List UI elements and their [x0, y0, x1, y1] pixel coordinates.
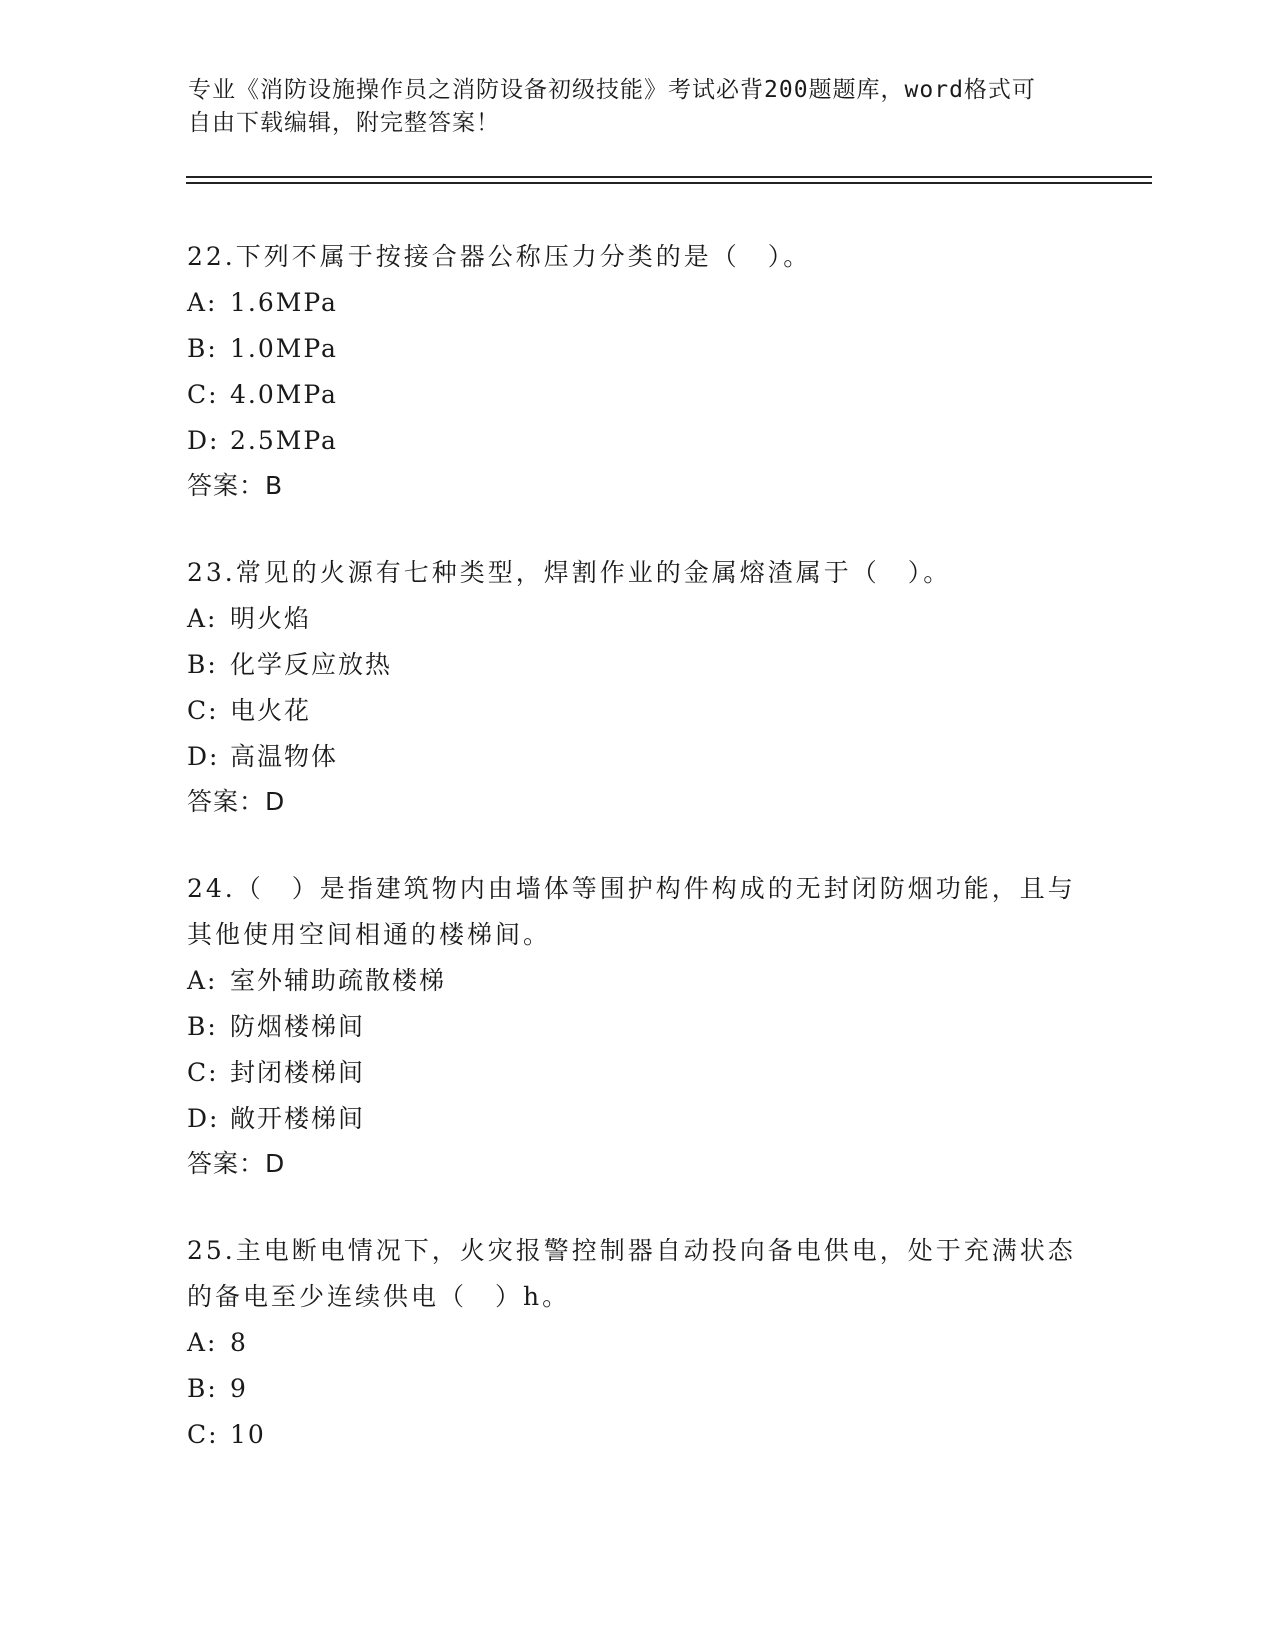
- option-key: B:: [187, 334, 218, 363]
- option-text: 10: [230, 1420, 266, 1449]
- option-c: [187, 1412, 1087, 1458]
- option-a: [187, 1320, 1087, 1366]
- option-key: D:: [187, 742, 220, 771]
- option-key: D:: [187, 426, 220, 455]
- header-divider-bottom: [186, 182, 1152, 184]
- document-header: [188, 74, 1068, 140]
- option-c: [187, 372, 1087, 418]
- option-c: [187, 1050, 1087, 1096]
- answer-line: 答案：B: [187, 471, 284, 500]
- option-text: 高温物体: [230, 742, 339, 771]
- option-key: A:: [187, 604, 218, 633]
- option-key: C:: [187, 696, 219, 725]
- option-text: 9: [230, 1374, 248, 1403]
- question-list: [187, 234, 1087, 1500]
- answer-line: 答案：D: [187, 1149, 286, 1178]
- option-key: A:: [187, 1328, 218, 1357]
- option-a: [187, 280, 1087, 326]
- question-24: [187, 866, 1087, 1186]
- option-key: A:: [187, 288, 218, 317]
- option-text: 敞开楼梯间: [230, 1104, 366, 1133]
- question-22: [187, 234, 1087, 508]
- option-text: 2.5MPa: [230, 426, 338, 455]
- option-key: C:: [187, 1420, 219, 1449]
- header-divider-top: [186, 176, 1152, 178]
- option-text: 4.0MPa: [230, 380, 338, 409]
- option-key: C:: [187, 1058, 219, 1087]
- option-a: [187, 596, 1087, 642]
- option-key: A:: [187, 966, 218, 995]
- question-stem: 24.（ ）是指建筑物内由墙体等围护构件构成的无封闭防烟功能，且与其他使用空间相通的楼梯间。: [187, 874, 1076, 949]
- option-d: [187, 1096, 1087, 1142]
- option-text: 封闭楼梯间: [230, 1058, 366, 1087]
- answer-line: 答案：D: [187, 787, 286, 816]
- option-key: C:: [187, 380, 219, 409]
- option-b: [187, 1366, 1087, 1412]
- option-b: [187, 1004, 1087, 1050]
- question-25: [187, 1228, 1087, 1458]
- option-a: [187, 958, 1087, 1004]
- question-stem: 23.常见的火源有七种类型，焊割作业的金属熔渣属于（ ）。: [187, 558, 952, 587]
- option-c: [187, 688, 1087, 734]
- option-b: [187, 326, 1087, 372]
- option-text: 1.0MPa: [230, 334, 338, 363]
- option-b: [187, 642, 1087, 688]
- header-title-line-2: 自由下载编辑，附完整答案！: [188, 110, 500, 136]
- option-key: B:: [187, 1012, 218, 1041]
- option-text: 室外辅助疏散楼梯: [230, 966, 447, 995]
- option-text: 1.6MPa: [230, 288, 338, 317]
- option-text: 8: [230, 1328, 248, 1357]
- option-key: B:: [187, 650, 218, 679]
- option-text: 防烟楼梯间: [230, 1012, 366, 1041]
- option-text: 化学反应放热: [230, 650, 393, 679]
- option-key: B:: [187, 1374, 218, 1403]
- question-23: [187, 550, 1087, 824]
- question-stem: 22.下列不属于按接合器公称压力分类的是（ ）。: [187, 242, 812, 271]
- option-d: [187, 734, 1087, 780]
- option-key: D:: [187, 1104, 220, 1133]
- option-text: 电火花: [230, 696, 312, 725]
- header-title-line-1: 专业《消防设施操作员之消防设备初级技能》考试必背200题题库，word格式可: [188, 77, 1036, 103]
- question-stem: 25.主电断电情况下，火灾报警控制器自动投向备电供电，处于充满状态的备电至少连续供电（ ）h。: [187, 1236, 1076, 1311]
- option-text: 明火焰: [230, 604, 312, 633]
- option-d: [187, 418, 1087, 464]
